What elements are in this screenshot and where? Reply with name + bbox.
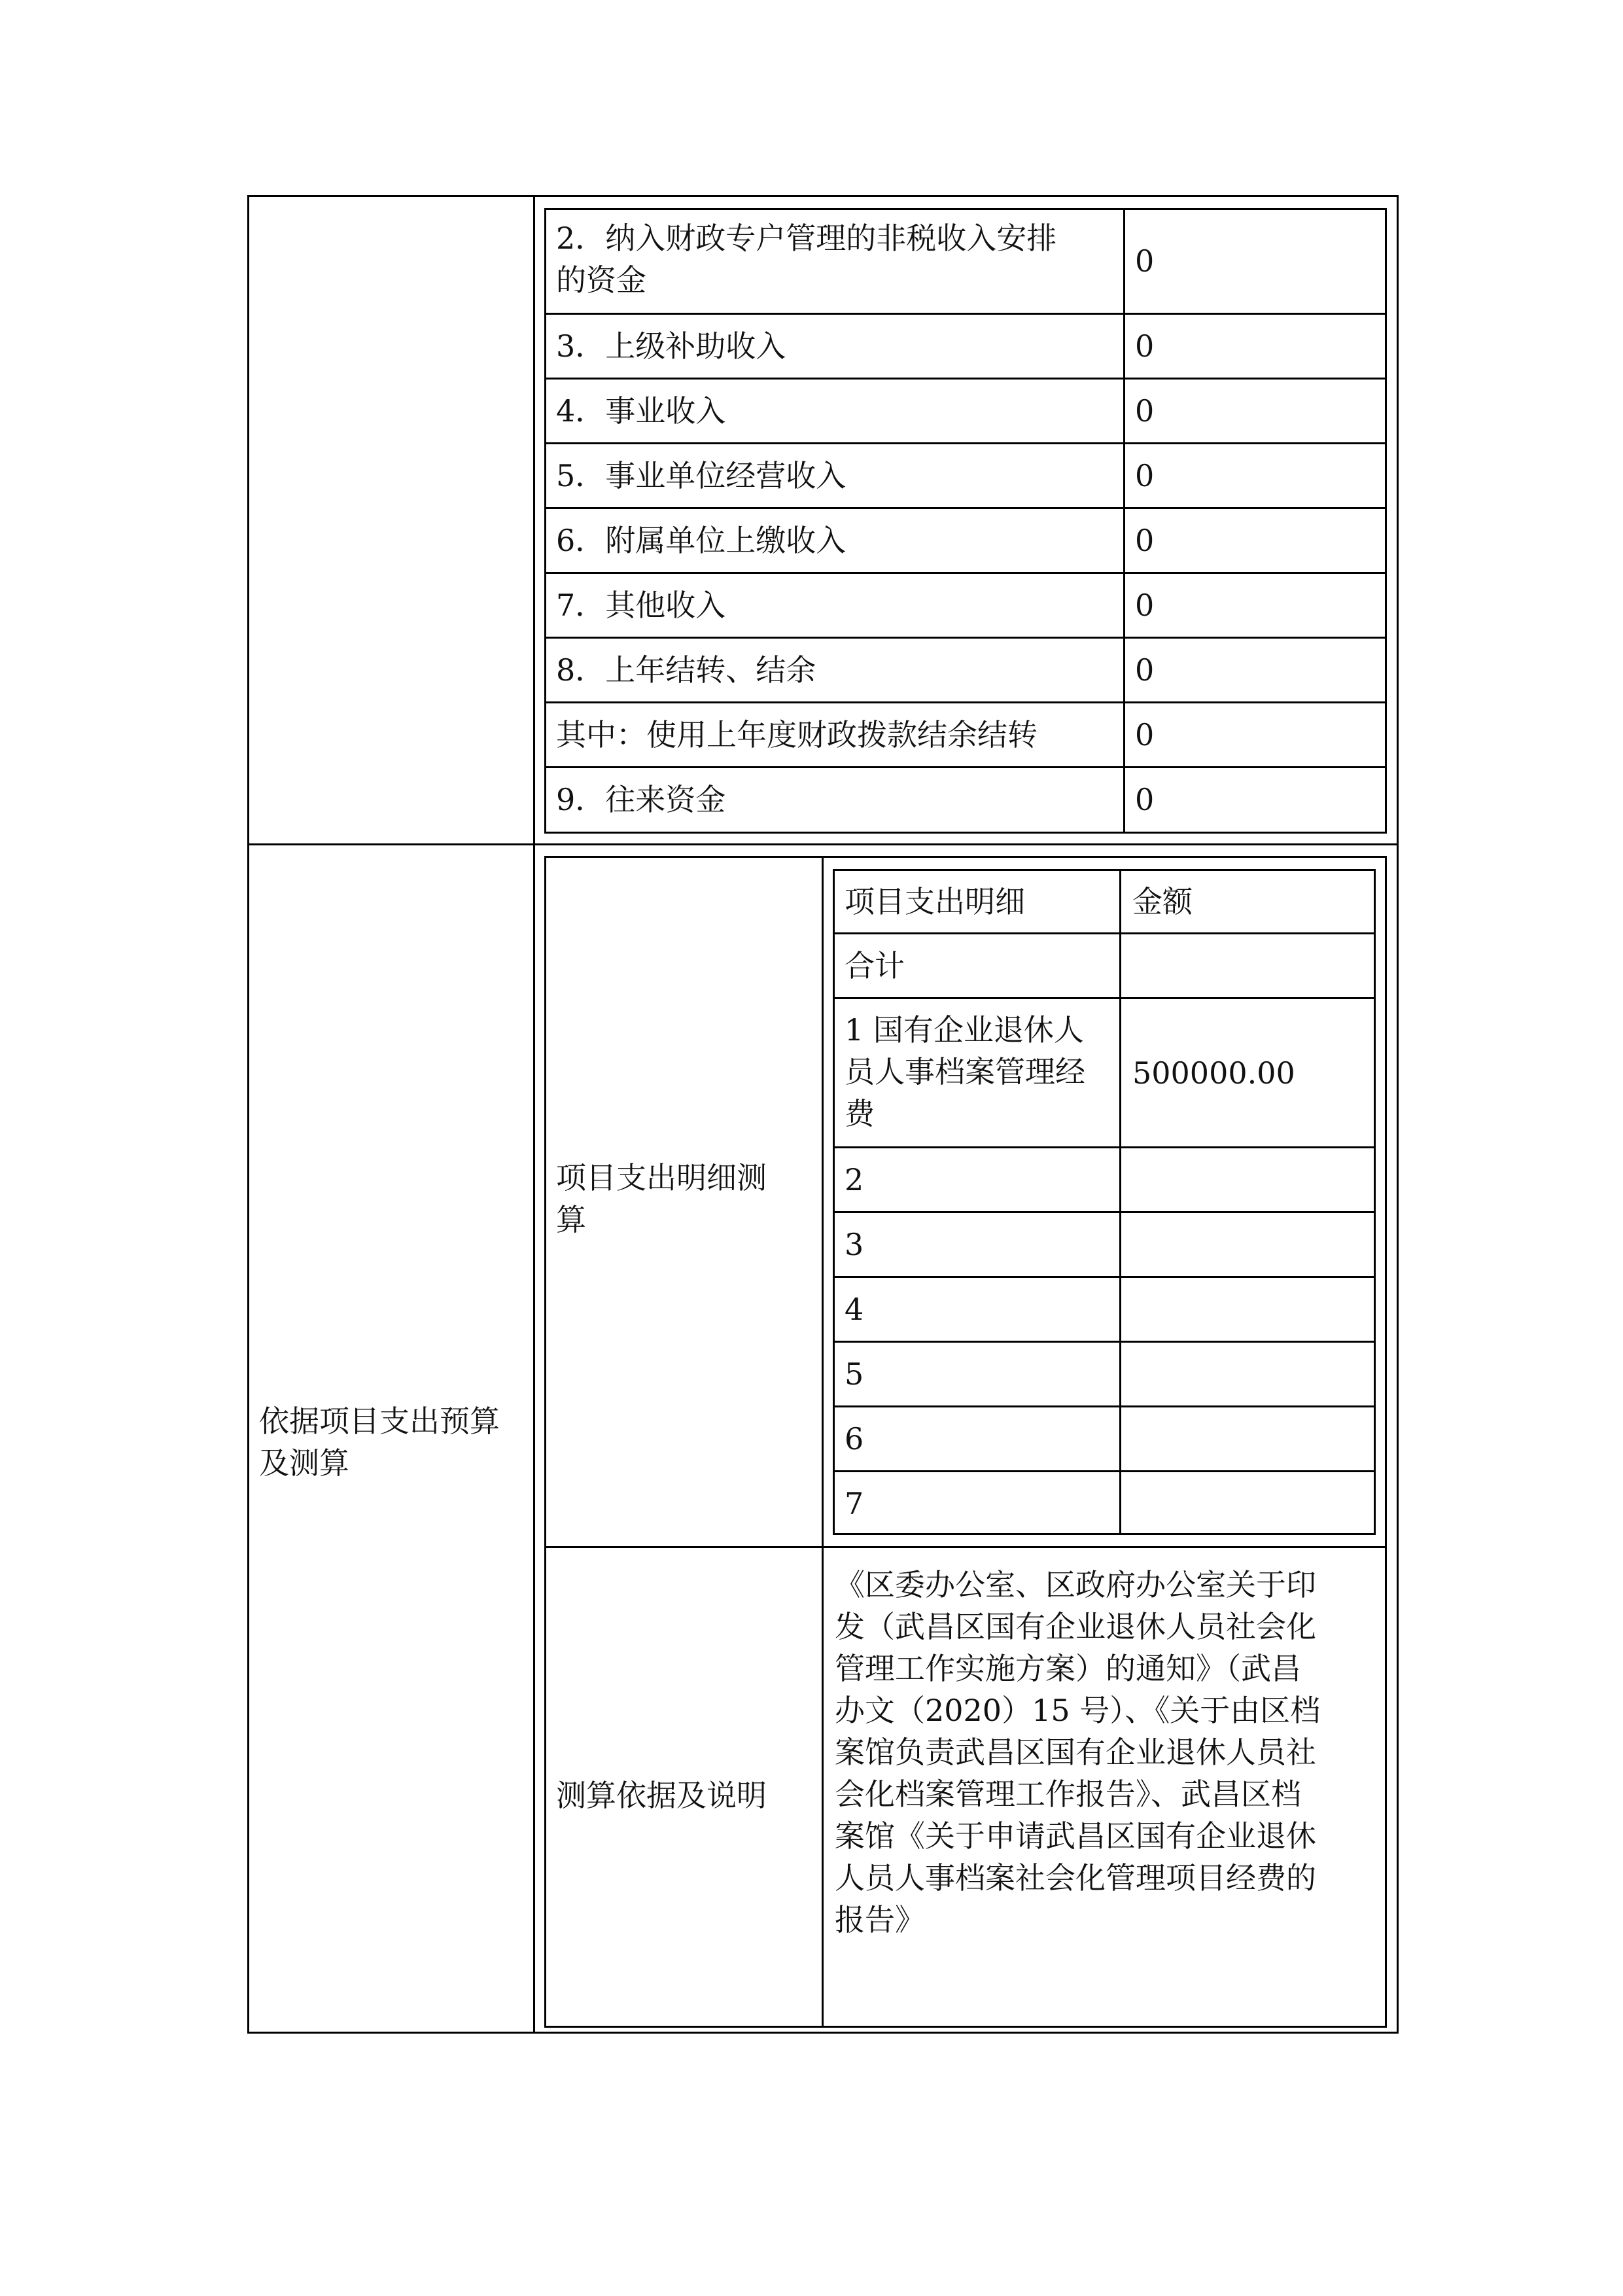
- funding-row-divider: [544, 442, 1387, 444]
- funding-source-label: 7．其他收入: [556, 588, 726, 623]
- funding-source-value: 0: [1135, 393, 1155, 429]
- funding-value-column-divider: [1123, 208, 1125, 834]
- expense-row-divider: [833, 932, 1376, 934]
- funding-source-label: 3．上级补助收入: [556, 328, 786, 364]
- funding-row-divider: [544, 572, 1387, 574]
- basis-row-divider: [544, 1546, 1387, 1548]
- expense-row-item: 4: [845, 1292, 864, 1327]
- funding-source-label: 5．事业单位经营收入: [556, 458, 846, 493]
- funding-source-label: 其中：使用上年度财政拨款结余结转: [556, 717, 1038, 752]
- expense-row-item: 1 国有企业退休人 员人事档案管理经 费: [845, 1012, 1085, 1131]
- basis-label: 测算依据及说明: [556, 1778, 767, 1813]
- funding-row-divider: [544, 313, 1387, 315]
- funding-row-divider: [544, 766, 1387, 768]
- funding-source-value: 0: [1135, 328, 1155, 364]
- expense-row-item: 7: [845, 1486, 864, 1521]
- funding-source-value: 0: [1135, 652, 1155, 688]
- expense-row-divider: [833, 1405, 1376, 1407]
- funding-source-label: 8．上年结转、结余: [556, 652, 816, 688]
- expense-row-item: 3: [845, 1227, 864, 1262]
- expense-row-item: 5: [845, 1356, 864, 1392]
- outer-column-divider: [533, 195, 535, 2034]
- funding-source-value: 0: [1135, 588, 1155, 623]
- expense-row-divider: [833, 1341, 1376, 1343]
- basis-section-title: 依据项目支出预算 及测算: [259, 1404, 500, 1481]
- expense-row-divider: [833, 1146, 1376, 1148]
- basis-column-divider: [822, 856, 824, 2028]
- funding-row-divider: [544, 701, 1387, 703]
- expense-row-divider: [833, 1470, 1376, 1472]
- funding-source-value: 0: [1135, 717, 1155, 752]
- expense-header-amount: 金额: [1132, 884, 1193, 919]
- expense-header-item: 项目支出明细: [845, 884, 1025, 919]
- funding-row-divider: [544, 507, 1387, 509]
- funding-row-divider: [544, 378, 1387, 380]
- basis-text: 《区委办公室、区政府办公室关于印 发（武昌区国有企业退休人员社会化 管理工作实施方案）的通知》（武昌 办文（2020）15 号）、《关于由区档 案馆负责武昌区国有企业退休人员社 会化档案管理工作报告》、武昌区档 案馆《关于申请武昌区国有企业退休 人员人事档案社会化管理项目经费的 报告》: [835, 1567, 1321, 1937]
- outer-row-divider: [247, 843, 1399, 845]
- expense-detail-table: [833, 869, 1376, 1535]
- funding-source-value: 0: [1135, 458, 1155, 493]
- expense-row-divider: [833, 997, 1376, 999]
- expense-row-divider: [833, 1276, 1376, 1278]
- expense-amount-column-divider: [1119, 869, 1121, 1535]
- expense-row-item: 6: [845, 1421, 864, 1457]
- funding-source-value: 0: [1135, 243, 1155, 279]
- expense-row-amount: 500000.00: [1132, 1055, 1295, 1091]
- funding-row-divider: [544, 637, 1387, 639]
- funding-source-value: 0: [1135, 782, 1155, 817]
- detail-calc-label: 项目支出明细测 算: [556, 1160, 767, 1237]
- funding-source-label: 6．附属单位上缴收入: [556, 523, 846, 558]
- expense-row-divider: [833, 1211, 1376, 1213]
- expense-row-item: 2: [845, 1162, 864, 1197]
- funding-source-label: 4．事业收入: [556, 393, 726, 429]
- expense-total-label: 合计: [845, 948, 905, 983]
- funding-source-label: 2．纳入财政专户管理的非税收入安排 的资金: [556, 221, 1057, 298]
- funding-source-label: 9．往来资金: [556, 782, 726, 817]
- funding-source-value: 0: [1135, 523, 1155, 558]
